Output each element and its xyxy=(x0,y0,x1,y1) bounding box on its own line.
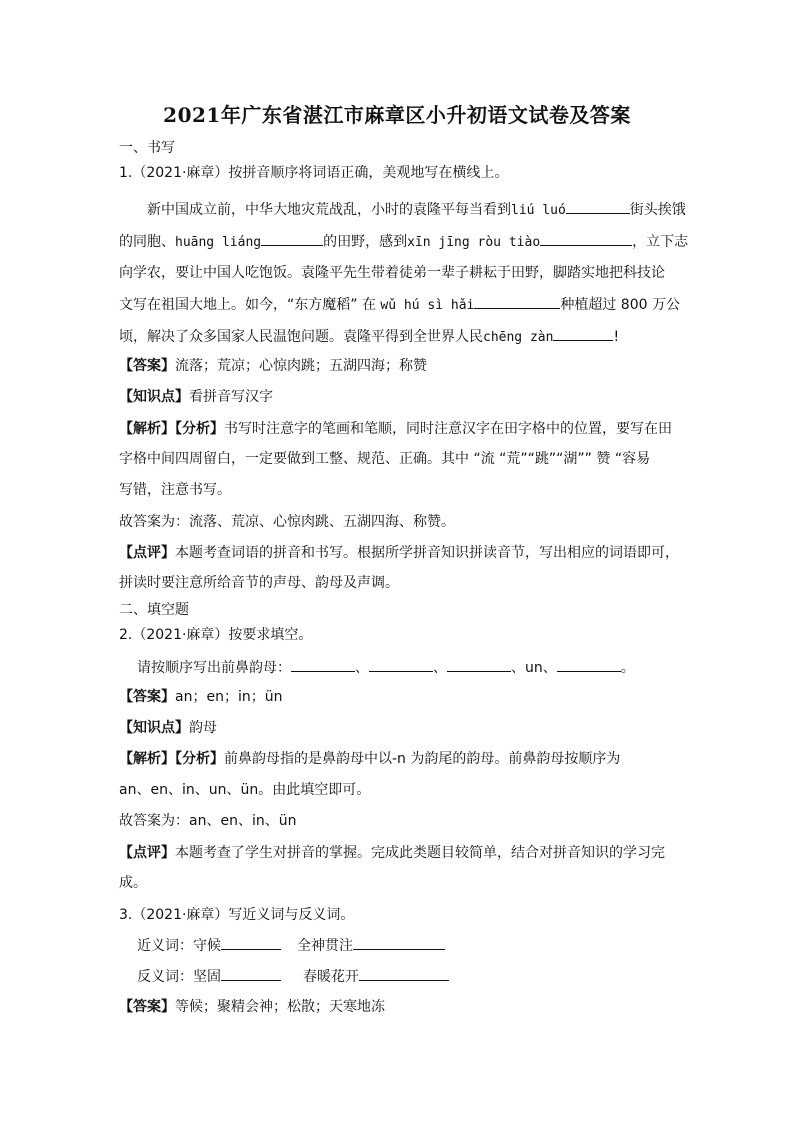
question-1-line-5 xyxy=(119,326,619,348)
answer-blank[interactable] xyxy=(447,657,511,672)
answer-tag: 【答案】 xyxy=(119,358,175,374)
answer-tag: 【答案】 xyxy=(119,689,175,705)
antonym-word: 春暖花开 xyxy=(303,969,359,985)
question-1-analysis-line-3: 写错，注意书写。 xyxy=(119,482,231,498)
knowledge-point-text: 看拼音写汉字 xyxy=(189,389,273,405)
section-heading-writing: 一、书写 xyxy=(119,140,175,156)
question-2-analysis-line-1 xyxy=(119,749,620,769)
answer-tag: 【答案】 xyxy=(119,999,175,1015)
knowledge-point-tag: 【知识点】 xyxy=(119,720,189,736)
question-1-analysis-line-1 xyxy=(119,419,672,439)
question-2-prompt xyxy=(137,657,635,678)
passage-text: 新中国成立前，中华大地灾荒战乱，小时的袁隆平每当看到 xyxy=(147,202,511,218)
passage-text: 顷，解决了众多国家人民温饱问题。袁隆平得到全世界人民 xyxy=(119,329,483,345)
analysis-tag: 【解析】【分析】 xyxy=(119,751,224,767)
page-title: 2021年广东省湛江市麻章区小升初语文试卷及答案 xyxy=(163,103,631,127)
question-1-line-4 xyxy=(119,294,680,316)
question-1-line-1 xyxy=(147,199,686,221)
comment-text: 本题考查词语的拼音和书写。根据所学拼音知识拼读音节，写出相应的词语即可， xyxy=(175,545,679,561)
prompt-text: 请按顺序写出前鼻韵母： xyxy=(137,660,291,676)
answer-blank[interactable] xyxy=(221,935,281,950)
answer-blank[interactable] xyxy=(557,657,621,672)
knowledge-point-tag: 【知识点】 xyxy=(119,389,189,405)
question-3-synonyms xyxy=(137,935,445,956)
question-1-comment-line-1 xyxy=(119,543,679,563)
answer-blank[interactable] xyxy=(566,199,630,214)
question-1-line-2 xyxy=(119,231,688,253)
question-3-answer xyxy=(119,997,385,1017)
section-heading-fill-blank: 二、填空题 xyxy=(119,602,189,618)
question-2-answer xyxy=(119,687,282,707)
antonym-label: 反义词：坚固 xyxy=(137,969,221,985)
synonym-label: 近义词：守候 xyxy=(137,938,221,954)
analysis-text: 书写时注意字的笔画和笔顺，同时注意汉字在田字格中的位置，要写在田 xyxy=(224,421,672,437)
separator: 、 xyxy=(355,660,369,676)
question-1-answer xyxy=(119,356,427,376)
question-2-knowledge-point xyxy=(119,718,217,738)
passage-text: 的同胞、 xyxy=(119,234,175,250)
synonym-word: 全神贯注 xyxy=(297,938,353,954)
passage-text: 的田野，感到 xyxy=(323,234,408,250)
answer-text: an；en；in；ün xyxy=(175,689,283,705)
answer-blank[interactable] xyxy=(353,935,445,950)
answer-blank[interactable] xyxy=(474,294,560,309)
passage-text: 种植超过 800 万公 xyxy=(560,297,680,313)
answer-blank[interactable] xyxy=(221,966,281,981)
analysis-tag: 【解析】【分析】 xyxy=(119,421,224,437)
passage-text: 文写在祖国大地上。如今，“东方魔稻” 在 xyxy=(119,297,376,313)
question-1-knowledge-point xyxy=(119,387,273,407)
pinyin-cheng-zan: chēng zàn xyxy=(483,330,554,345)
question-1-line-3: 向学农，要让中国人吃饱饭。袁隆平先生带着徒弟一辈子耕耘于田野，脚踏实地把科技论 xyxy=(119,265,665,281)
question-1-stem: 1.（2021·麻章）按拼音顺序将词语正确，美观地写在横线上。 xyxy=(119,165,509,181)
question-1-final-answer: 故答案为：流落、荒凉、心惊肉跳、五湖四海、称赞。 xyxy=(119,514,455,530)
question-2-analysis-line-2: an、en、in、un、ün。由此填空即可。 xyxy=(119,782,371,798)
knowledge-point-text: 韵母 xyxy=(189,720,217,736)
question-3-antonyms xyxy=(137,966,449,987)
answer-blank[interactable] xyxy=(261,231,323,246)
pinyin-wu-hu-si-hai: wǔ hú sì hǎi xyxy=(380,298,475,313)
answer-text: 流落；荒凉；心惊肉跳；五湖四海；称赞 xyxy=(175,358,427,374)
passage-text: 街头挨饿 xyxy=(629,202,686,218)
passage-text: ! xyxy=(613,329,620,345)
comment-tag: 【点评】 xyxy=(119,545,175,561)
question-2-stem: 2.（2021·麻章）按要求填空。 xyxy=(119,627,313,643)
answer-text: 等候；聚精会神；松散；天寒地冻 xyxy=(175,999,385,1015)
separator: 、un、 xyxy=(511,660,557,676)
answer-blank[interactable] xyxy=(359,966,449,981)
passage-text: ，立下志 xyxy=(632,234,689,250)
comment-tag: 【点评】 xyxy=(119,845,175,861)
separator: 。 xyxy=(620,660,635,676)
question-2-comment-line-2: 成。 xyxy=(119,875,147,891)
answer-blank[interactable] xyxy=(291,657,355,672)
pinyin-huang-liang: huāng liáng xyxy=(175,235,262,250)
answer-blank[interactable] xyxy=(553,326,613,341)
pinyin-xin-jing-rou-tiao: xīn jīng ròu tiào xyxy=(407,235,541,250)
question-3-stem: 3.（2021·麻章）写近义词与反义词。 xyxy=(119,907,355,923)
question-2-final-answer: 故答案为：an、en、in、ün xyxy=(119,813,297,829)
question-1-analysis-line-2: 字格中间四周留白，一定要做到工整、规范、正确。其中 “流 “荒”“跳”“湖”” 赞 “容易 xyxy=(119,451,651,467)
answer-blank[interactable] xyxy=(369,657,433,672)
analysis-text: 前鼻韵母指的是鼻韵母中以-n 为韵尾的韵母。前鼻韵母按顺序为 xyxy=(224,751,621,767)
answer-blank[interactable] xyxy=(540,231,632,246)
question-1-comment-line-2: 拼读时要注意所给音节的声母、韵母及声调。 xyxy=(119,575,399,591)
question-2-comment-line-1 xyxy=(119,843,665,863)
comment-text: 本题考查了学生对拼音的掌握。完成此类题目较简单，结合对拼音知识的学习完 xyxy=(175,845,665,861)
pinyin-liu-luo: liú luó xyxy=(511,203,566,218)
separator: 、 xyxy=(433,660,447,676)
